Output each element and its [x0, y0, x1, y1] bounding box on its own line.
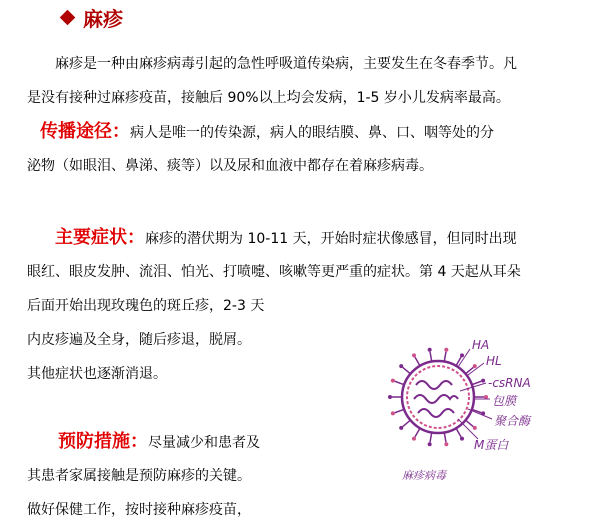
virus-spike [415, 357, 420, 366]
transmission-line-2: 泌物（如眼泪、鼻涕、痰等）以及尿和血液中都存在着麻疹病毒。 [27, 158, 433, 174]
virus-spike-tip [484, 395, 488, 399]
label-rna: -csRNA [488, 376, 531, 390]
prevention-heading: 预防措施： [58, 431, 148, 452]
symptoms-line-2: 眼红、眼皮发肿、流泪、怕光、打喷嚏、咳嗽等更严重的症状。第 4 天起从耳朵 [27, 264, 521, 280]
virus-spike-tip [412, 353, 416, 357]
virus-spike [415, 428, 420, 437]
symptoms-line-4: 内皮疹遍及全身，随后疹退，脱屑。 [27, 332, 251, 348]
symptoms-line-3: 后面开始出现玫瑰色的斑丘疹，2-3 天 [27, 298, 265, 314]
intro-line-2: 是没有接种过麻疹疫苗，接触后 90%以上均会发病，1-5 岁小儿发病率最高。 [27, 90, 510, 106]
virus-spike-tip [388, 395, 392, 399]
symptoms-heading: 主要症状： [55, 227, 145, 248]
virus-spike-tip [428, 348, 432, 352]
virus-spike [430, 352, 432, 362]
virus-spike-tip [444, 348, 448, 352]
virus-spike [403, 420, 411, 426]
virus-spike [444, 432, 446, 442]
virus-spike [444, 352, 446, 362]
virus-spike [472, 381, 481, 384]
virus-rna-coil [414, 381, 458, 417]
virus-spike [403, 367, 411, 373]
virus-spike-tip [444, 442, 448, 446]
virus-spike-tip [391, 411, 395, 415]
prevention-line-1: 尽量减少和患者及 [148, 435, 260, 451]
virus-spike [430, 432, 432, 442]
transmission-line-1: 病人是唯一的传染源，病人的眼结膜、鼻、口、咽等处的分 [130, 125, 494, 141]
label-ha: HA [472, 338, 490, 352]
intro-line-1: 麻疹是一种由麻疹病毒引起的急性呼吸道传染病，主要发生在冬春季节。凡 [55, 56, 517, 72]
virus-spike-tip [412, 437, 416, 441]
measles-virus-diagram [388, 335, 558, 495]
transmission-paragraph [40, 122, 494, 143]
virus-spike-tip [460, 353, 464, 357]
transmission-heading: 传播途径： [40, 121, 130, 142]
virus-envelope-outer [402, 361, 474, 433]
virus-spike [466, 367, 474, 373]
label-hl: HL [486, 354, 502, 368]
virus-spike [466, 420, 474, 426]
diagram-caption: 麻疹病毒 [402, 469, 446, 482]
diamond-bullet-icon [60, 9, 76, 25]
symptoms-line-5: 其他症状也逐渐消退。 [27, 366, 167, 382]
virus-spike-tip [473, 364, 477, 368]
prevention-line-2: 其患者家属接触是预防麻疹的关键。 [27, 468, 251, 484]
prevention-paragraph [58, 432, 260, 453]
virus-spike [456, 428, 461, 437]
label-polymerase: 聚合酶 [494, 414, 531, 428]
symptoms-line-1: 麻疹的潜伏期为 10-11 天，开始时症状像感冒，但同时出现 [145, 231, 517, 247]
page-title [58, 2, 123, 32]
virus-spike-tip [428, 442, 432, 446]
virus-spike-tip [481, 379, 485, 383]
virus-spike-tip [473, 426, 477, 430]
label-m-protein: M蛋白 [474, 438, 509, 452]
prevention-line-3: 做好保健工作，按时接种麻疹疫苗， [27, 502, 251, 518]
virus-spike [395, 409, 404, 412]
symptoms-paragraph [55, 228, 517, 249]
virus-spike-tip [391, 379, 395, 383]
label-envelope: 包膜 [492, 394, 517, 408]
virus-spike-tip [460, 437, 464, 441]
virus-spike [395, 381, 404, 384]
virus-spike-tip [399, 426, 403, 430]
page-title-text: 麻疹 [83, 6, 123, 31]
virus-spike-tip [399, 364, 403, 368]
